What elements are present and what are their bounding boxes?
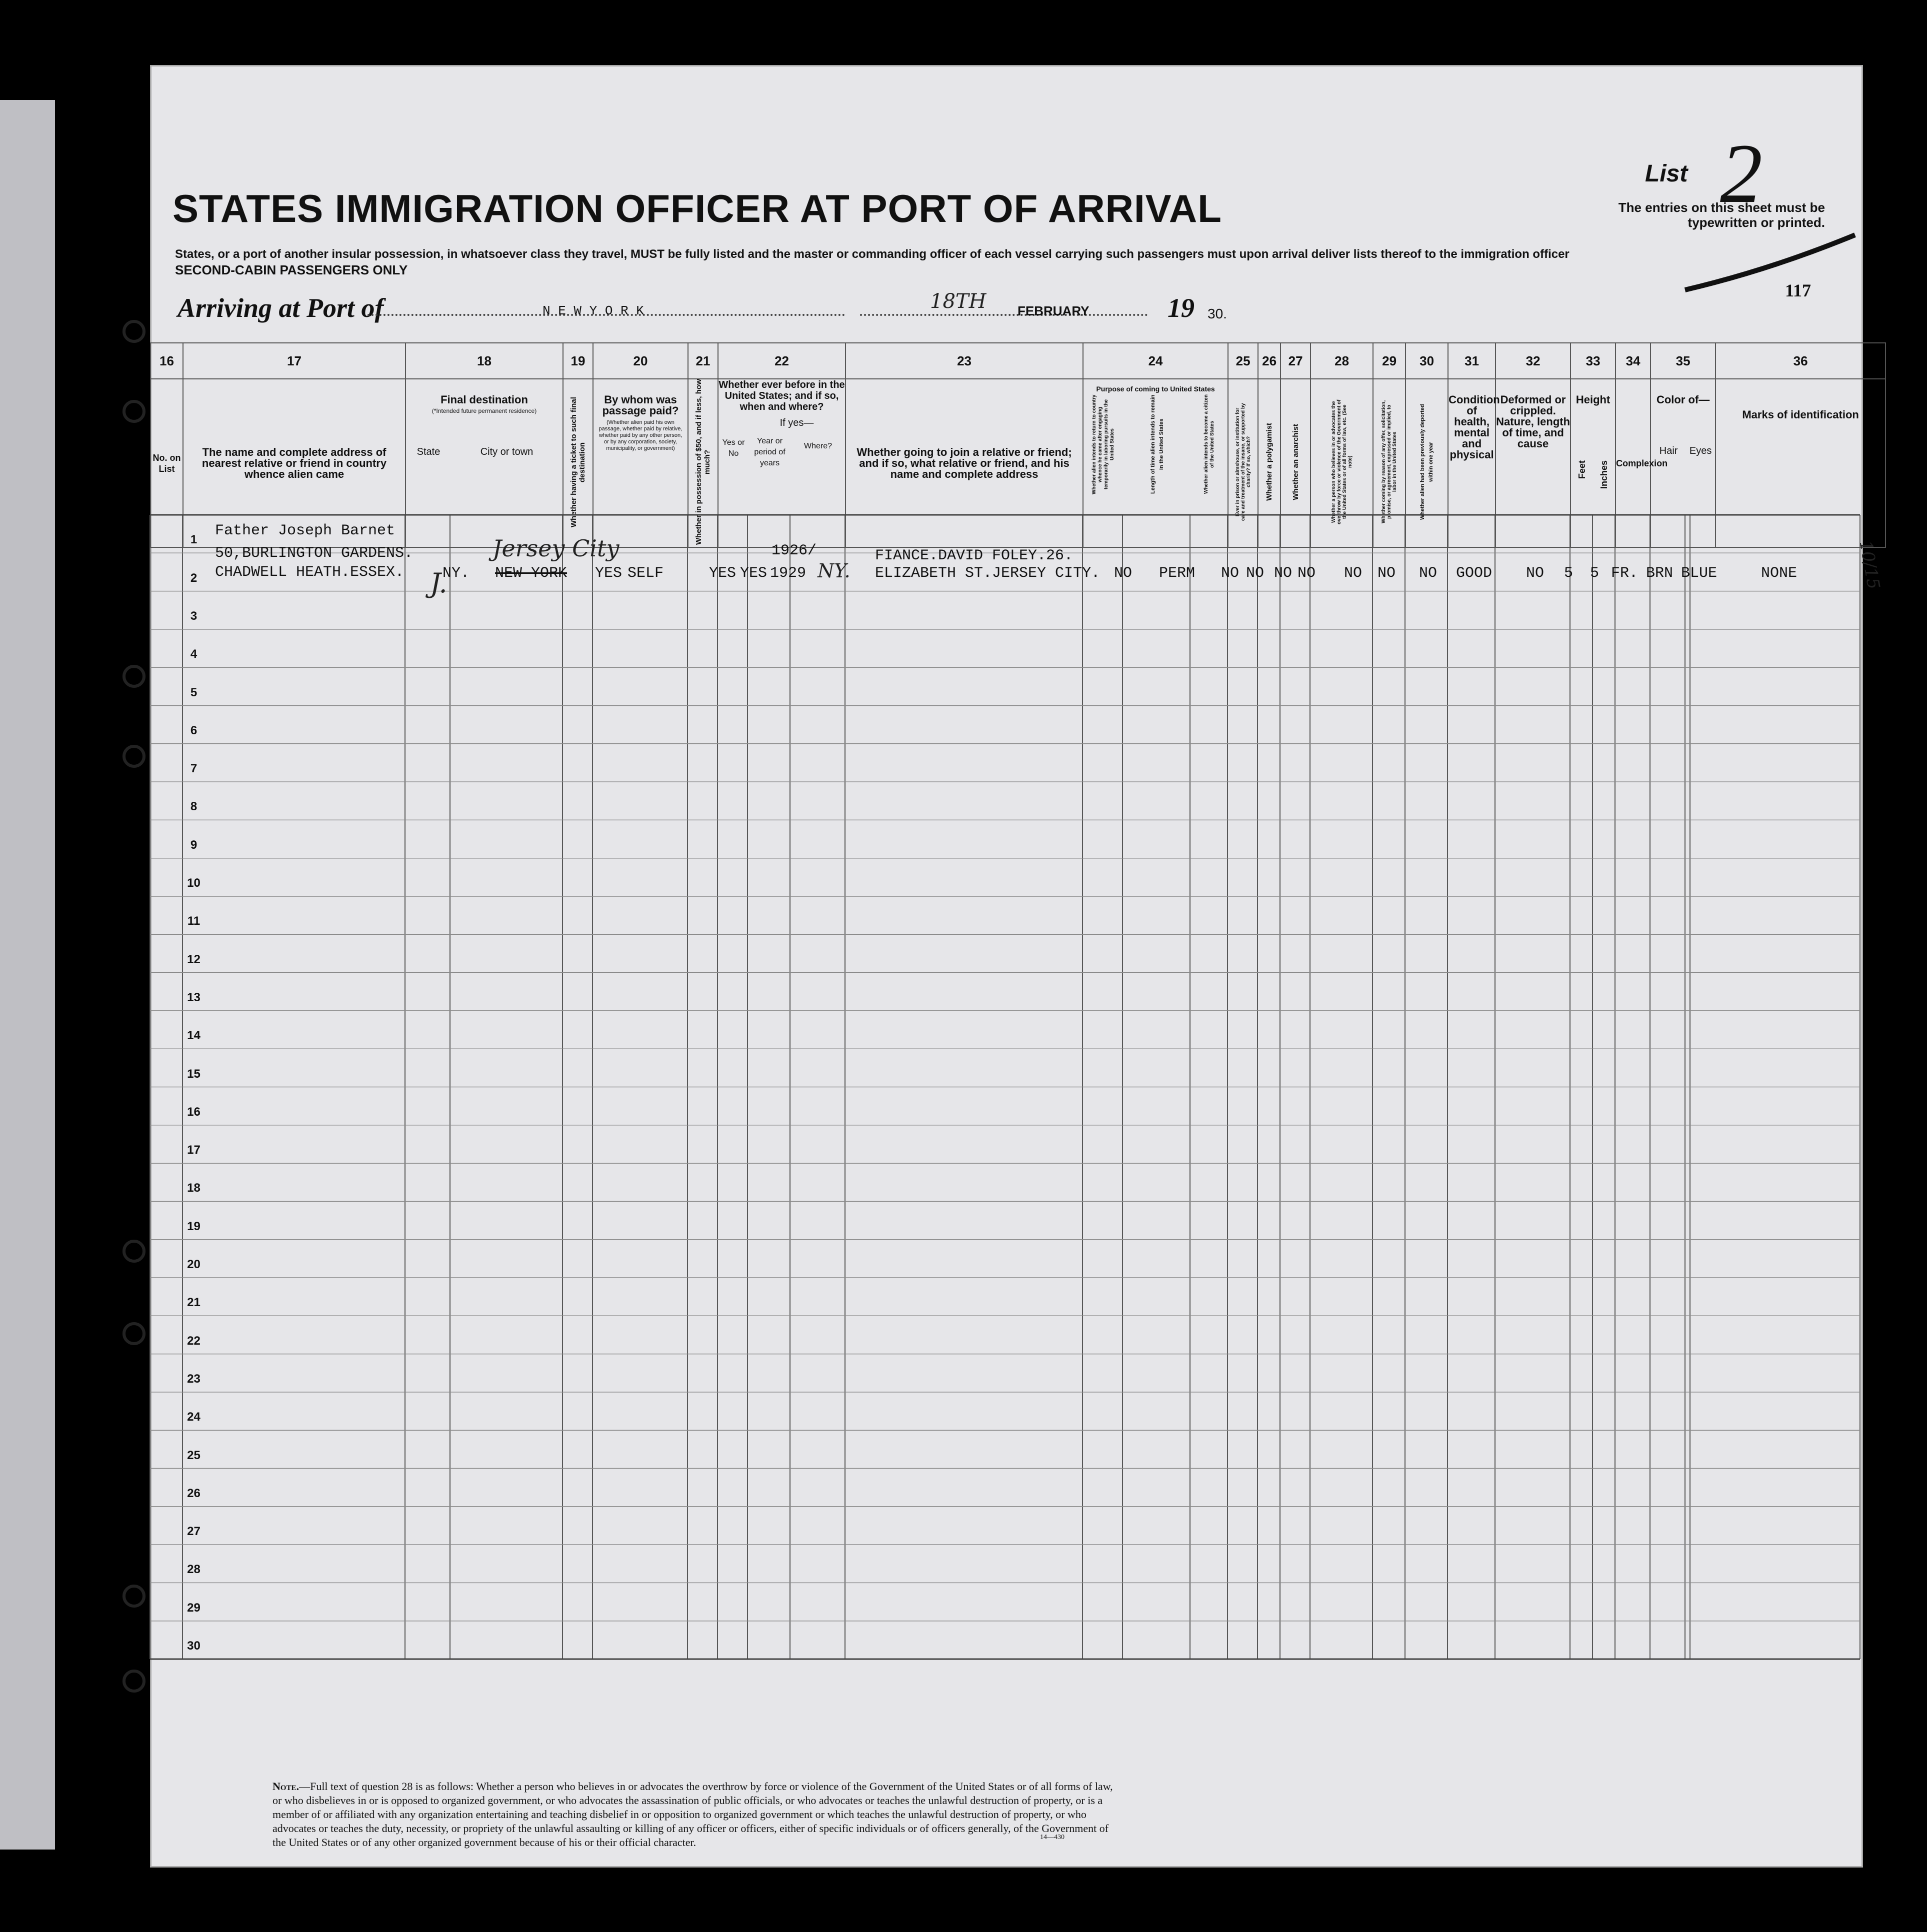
state-subheader: State (416, 446, 440, 457)
col-number: 28 (1310, 343, 1373, 379)
final-destination-title: Final destination (440, 393, 528, 406)
col-number: 33 (1570, 343, 1616, 379)
deformed-value: NO (1526, 565, 1544, 582)
row-number: 1 (190, 533, 198, 547)
header-going-to-join: Whether going to join a relative or friend; and if so, what relative or friend, and his name and complete address (846, 379, 1083, 547)
col-number: 20 (593, 343, 688, 379)
fifty-dollars-label: Whether in possession of $50, and if less, how much? (694, 379, 712, 545)
form-subtitle: States, or a port of another insular possession, in whatsoever class they travel, MUST be fully listed and the master or commanding officer of each vessel carrying such passengers must upon arrival deliver lists thereof to the immigration officer (175, 247, 1570, 261)
row-number: 16 (187, 1105, 200, 1119)
yes-no-subheader: Yes or No (722, 438, 745, 458)
city-struck: NEW YORK (495, 565, 568, 582)
city-subheader: City or town (480, 446, 534, 457)
day-value: 18TH (930, 290, 986, 313)
header-prison (1228, 379, 1258, 547)
binder-hole (80, 665, 104, 689)
binder-hole (80, 1585, 104, 1609)
note-text: —Full text of question 28 is as follows: Whether a person who believes in or advocates the overthrow by force or violence of the Government of the United States or of all forms of law, or who disbelieves in or is opposed to organized government, or who advocates the assassination of public officials, or who advocates or teaches the unlawful destruction of property, or is a member of or affiliated with any organization entertaining and teaching disbelief in or opposition to organized government or which teaches the unlawful destruction of property, or who advocates or teaches the duty, necessity, or propriety of the unlawful assaulting or killing of any officer or officers, either of specific individuals or of officers generally, of the Government of the United States or of any other organized government because of his or their official character. (272, 1780, 1113, 1849)
polygamist-value: NO (1274, 565, 1292, 582)
eyes-value: BLUE (1681, 565, 1718, 582)
inches-subheader: Inches (1598, 460, 1609, 489)
list-number: 2 (1720, 126, 1762, 220)
header-no-on-list: No. on List (150, 379, 183, 547)
header-deformed: Deformed or crippled. Nature, length of time, and cause (1496, 379, 1570, 547)
header-ticket (563, 379, 593, 547)
list-note: The entries on this sheet must be typewritten or printed. (1618, 200, 1825, 230)
col-number: 23 (846, 343, 1083, 379)
purpose-citizen-label: Whether alien intends to become a citizen of the United States (1203, 394, 1215, 494)
row-number: 18 (187, 1181, 200, 1195)
purpose-title: Purpose of coming to United States (1096, 385, 1215, 393)
row-number: 27 (187, 1525, 200, 1539)
list-label: List (1645, 160, 1688, 187)
row-number: 29 (187, 1601, 200, 1615)
form-number: 14—430 (1040, 1834, 1064, 1841)
prison-value: NO (1246, 565, 1264, 582)
passage-paid-title: By whom was passage paid? (602, 393, 679, 417)
col-number: 30 (1406, 343, 1448, 379)
relative-address-1: 50,BURLINGTON GARDENS. (215, 545, 414, 562)
anarchist-value: NO (1298, 565, 1316, 582)
height-title: Height (1576, 393, 1610, 406)
date-dotted-line (860, 314, 1148, 316)
year-suffix: 30. (1208, 306, 1227, 321)
relative-name: Father Joseph Barnet (215, 522, 396, 539)
inches-value: 5 (1590, 565, 1600, 582)
row-number: 3 (190, 609, 198, 623)
state-handwritten: J. (430, 567, 448, 599)
header-fifty-dollars (688, 379, 718, 547)
ever-before-title: Whether ever before in the United States; and if so, when and where? (718, 379, 845, 412)
return-value: NO (1114, 565, 1132, 582)
state-value: NY. (442, 565, 470, 582)
col-number: 32 (1496, 343, 1570, 379)
binder-hole (80, 745, 104, 769)
port-value: N E W Y O R K (542, 303, 644, 318)
citizen-value: NO (1221, 565, 1240, 582)
row-number: 28 (187, 1563, 200, 1577)
header-marks: Marks of identification (1716, 379, 1886, 547)
row-number: 12 (187, 952, 200, 966)
col-number: 24 (1083, 343, 1228, 379)
row-number: 7 (190, 762, 198, 776)
row-number: 20 (187, 1258, 200, 1271)
binder-hole (122, 320, 146, 343)
header-ever-before (718, 379, 846, 547)
header-deported (1406, 379, 1448, 547)
binder-hole (122, 665, 146, 688)
relative-address-2: CHADWELL HEATH.ESSEX. (215, 564, 404, 581)
binder-hole (122, 1670, 146, 1693)
col-number: 22 (718, 343, 846, 379)
binder-hole (122, 1322, 146, 1345)
complexion-value: FR. (1611, 565, 1638, 582)
year-prefix: 19 (1168, 293, 1194, 323)
complexion-label: Complexion (1616, 458, 1668, 468)
binder-hole (80, 1322, 104, 1346)
anarchist-label: Whether an anarchist (1291, 423, 1300, 500)
header-passage-paid (593, 379, 688, 547)
purpose-return-label: Whether alien intends to return to country whence he came after engaging temporarily in laboring pursuits in the United States (1092, 394, 1116, 494)
row-number: 5 (190, 685, 198, 699)
row-number: 10 (187, 876, 200, 890)
eyes-subheader: Eyes (1689, 445, 1712, 456)
hair-subheader: Hair (1659, 445, 1678, 456)
note-label: Note. (272, 1780, 300, 1793)
manifest-sheet (150, 65, 1863, 1868)
binder-hole (122, 400, 146, 423)
row-number: 24 (187, 1410, 200, 1424)
before-years-1: 1926/ (772, 542, 817, 559)
col-number: 21 (688, 343, 718, 379)
binder-hole (122, 1240, 146, 1263)
hair-value: BRN (1646, 565, 1674, 582)
header-final-destination (406, 379, 563, 547)
deported-value: NO (1419, 565, 1438, 582)
col-number: 26 (1258, 343, 1280, 379)
row-number: 26 (187, 1486, 200, 1500)
binder-hole (80, 400, 104, 424)
contract-labor-label: Whether coming by reason of any offer, solicitation, promise, or agreement, expressed or implied, to labor in the United States (1381, 400, 1398, 524)
cabin-class: SECOND-CABIN PASSENGERS ONLY (175, 262, 408, 277)
header-contract-labor (1373, 379, 1406, 547)
binder-hole (80, 1240, 104, 1264)
question-28-note (272, 1780, 1122, 1850)
row-number: 2 (190, 571, 198, 585)
row-number: 13 (187, 990, 200, 1004)
header-polygamist (1258, 379, 1280, 547)
header-health: Condition of health, mental and physical (1448, 379, 1496, 547)
ticket-value: YES (595, 565, 622, 582)
binder-hole (80, 320, 104, 344)
column-header-row (150, 379, 1886, 547)
purpose-length-label: Length of time alien intends to remain in the United States (1150, 394, 1164, 494)
col-number: 18 (406, 343, 563, 379)
header-overthrow (1310, 379, 1373, 547)
join-line-1: FIANCE.DAVID FOLEY.26. (875, 547, 1074, 564)
binder-hole (122, 745, 146, 768)
binder-strip (0, 100, 55, 1850)
row-number: 17 (187, 1143, 200, 1157)
page-number: 117 (1785, 280, 1812, 300)
col-number: 17 (183, 343, 406, 379)
row-number: 22 (187, 1334, 200, 1348)
before-where-value: NY. (818, 560, 850, 582)
if-yes-subheader: If yes— (780, 417, 814, 428)
row-number: 9 (190, 838, 198, 852)
column-number-row (150, 343, 1886, 379)
before-yesno-value: YES (740, 565, 768, 582)
binder-hole (122, 1585, 146, 1608)
row-number: 6 (190, 723, 198, 737)
join-line-2: ELIZABETH ST.JERSEY CITY. (875, 565, 1100, 582)
row-number: 15 (187, 1067, 200, 1081)
col-number: 27 (1280, 343, 1310, 379)
fifty-dollars-value: YES (709, 565, 736, 582)
col-number: 35 (1650, 343, 1716, 379)
margin-note: 10/15 (1855, 539, 1884, 591)
row-number: 11 (187, 914, 200, 928)
passage-paid-value: SELF (628, 565, 664, 582)
ticket-label: Whether having a ticket to such final destination (570, 396, 587, 527)
binder-hole (80, 1670, 104, 1694)
length-value: PERM (1159, 565, 1196, 582)
contract-value: NO (1378, 565, 1396, 582)
overthrow-label: Whether a person who believes in or advocates the overthrow by force or violence of the Government of the United States or of all forms of law, etc. (See note) (1330, 399, 1353, 524)
polygamist-label: Whether a polygamist (1265, 423, 1274, 501)
col-number: 34 (1616, 343, 1650, 379)
form-title: STATES IMMIGRATION OFFICER AT PORT OF ARRIVAL (172, 186, 1222, 230)
feet-value: 5 (1564, 565, 1574, 582)
year-subheader: Year or period of years (754, 437, 786, 467)
col-number: 19 (563, 343, 593, 379)
col-number: 29 (1373, 343, 1406, 379)
header-purpose (1083, 379, 1228, 547)
feet-subheader: Feet (1576, 460, 1587, 479)
overthrow-value: NO (1344, 565, 1362, 582)
header-height (1570, 379, 1616, 547)
row-number: 30 (187, 1639, 200, 1653)
row-number: 8 (190, 800, 198, 814)
where-subheader: Where? (804, 442, 832, 450)
col-number: 25 (1228, 343, 1258, 379)
header-nearest-relative: The name and complete address of nearest relative or friend in country whence alien came (183, 379, 406, 547)
row-number: 21 (187, 1296, 200, 1310)
col-number: 16 (150, 343, 183, 379)
passage-paid-note: (Whether alien paid his own passage, whether paid by relative, whether paid by any other person, or by any corporation, society, municipality, or government) (598, 419, 682, 451)
month-value: FEBRUARY (1018, 303, 1090, 318)
color-title: Color of— (1656, 393, 1710, 406)
row-number: 4 (190, 647, 198, 661)
row-number: 14 (187, 1029, 200, 1043)
final-destination-note: (*Intended future permanent residence) (432, 407, 537, 414)
deported-label: Whether alien had been previously deported within one year (1419, 404, 1434, 520)
health-value: GOOD (1456, 565, 1492, 582)
header-complexion (1616, 379, 1668, 547)
col-number: 36 (1716, 343, 1886, 379)
marks-value: NONE (1761, 565, 1798, 582)
arriving-label: Arriving at Port of (178, 293, 384, 323)
before-years-2: 1929 (770, 565, 806, 582)
list-pen-stroke (1680, 230, 1860, 300)
header-anarchist (1280, 379, 1310, 547)
manifest-table (150, 342, 1886, 548)
row-number: 23 (187, 1372, 200, 1386)
prison-label: Ever in prison or almshouse, or institution for care and treatment of the insane, or supported by charity? If so, which? (1234, 403, 1252, 521)
col-number: 31 (1448, 343, 1496, 379)
city-handwritten: Jersey City (492, 535, 620, 562)
row-number: 25 (187, 1448, 200, 1462)
row-number: 19 (187, 1219, 200, 1233)
